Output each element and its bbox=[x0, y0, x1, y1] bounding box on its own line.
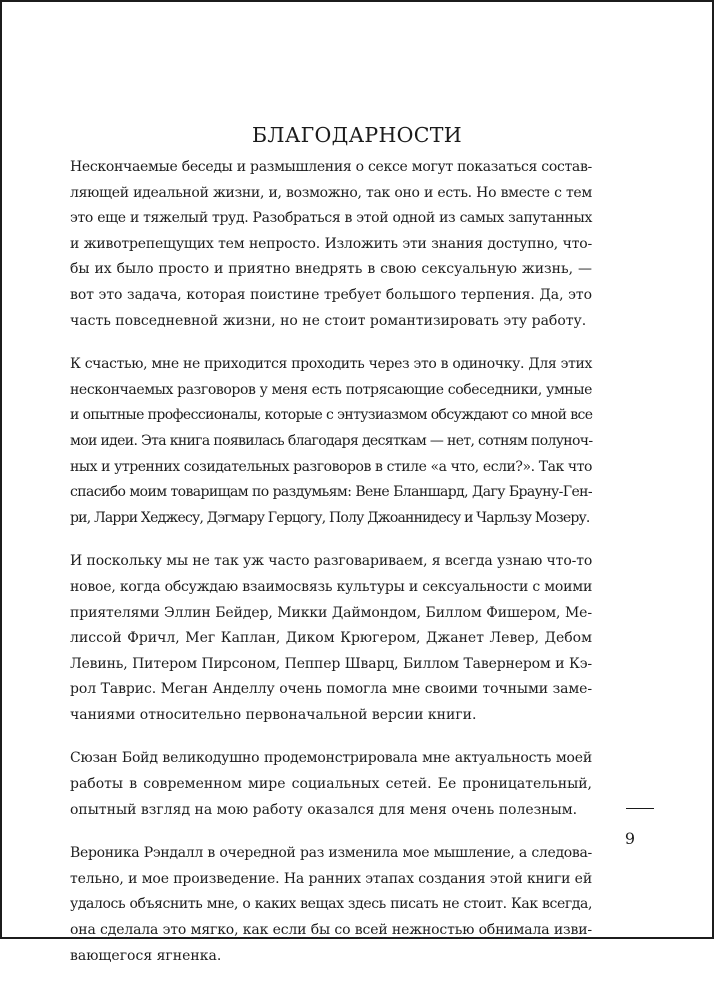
text-line: тельно, и мое произведение. На ранних этапах создания этой книги ей bbox=[70, 870, 592, 887]
text-line: спасибо моим товарищам по раздумьям: Вене Бланшард, Дагу Брауну-Ген- bbox=[70, 484, 592, 501]
text-line: работы в современном мире социальных сетей. Ее проницательный, bbox=[70, 776, 592, 793]
text-line: это еще и тяжелый труд. Разобраться в этой одной из самых запутанных bbox=[70, 210, 592, 227]
text-line: и животрепещущих тем непросто. Изложить эти знания доступно, что- bbox=[70, 235, 592, 252]
text-line: Нескончаемые беседы и размышления о сексе могут показаться состав- bbox=[70, 159, 592, 175]
text-line: она сделала это мягко, как если бы со всей нежностью обнимала изви- bbox=[70, 922, 592, 939]
paragraph-2 bbox=[70, 352, 592, 531]
chapter-heading: БЛАГОДАРНОСТИ bbox=[252, 123, 462, 147]
text-line: новое, когда обсуждаю взаимосвязь культуры и сексуальности с моими bbox=[70, 578, 593, 595]
paragraph-5 bbox=[70, 841, 592, 969]
folio-rule bbox=[626, 808, 654, 809]
text-line: мои идеи. Эта книга появилась благодаря десяткам — нет, сотням полуноч- bbox=[70, 432, 593, 449]
text-line: ри, Ларри Хеджесу, Дэгмару Герцогу, Полу Джоаннидесу и Чарльзу Мозеру. bbox=[70, 509, 590, 526]
text-line: ляющей идеальной жизни, и, возможно, так оно и есть. Но вместе с тем bbox=[70, 184, 592, 201]
text-line: рол Таврис. Меган Анделлу очень помогла мне своими точными заме- bbox=[70, 681, 592, 698]
text-line: К счастью, мне не приходится проходить через это в одиночку. Для этих bbox=[70, 356, 592, 373]
page-number: 9 bbox=[624, 829, 636, 848]
text-line: Вероника Рэндалл в очередной раз изменила мое мышление, а следова- bbox=[70, 845, 592, 862]
text-line: опытный взгляд на мою работу оказался для меня очень полезным. bbox=[70, 801, 578, 818]
text-line: Левинь, Питером Пирсоном, Пеппер Шварц, Биллом Тавернером и Кэ- bbox=[70, 655, 592, 672]
text-line: ных и утренних созидательных разговоров в стиле «а что, если?». Так что bbox=[70, 458, 592, 475]
paragraph-3 bbox=[70, 549, 592, 728]
text-line: вот это задача, которая поистине требует большого терпения. Да, это bbox=[70, 286, 592, 303]
text-line: бы их было просто и приятно внедрять в свою сексуальную жизнь, — bbox=[70, 261, 592, 278]
body-text bbox=[70, 155, 592, 987]
text-line: приятелями Эллин Бейдер, Микки Даймондом, Биллом Фишером, Ме- bbox=[70, 604, 592, 621]
paragraph-4 bbox=[70, 746, 592, 823]
text-line: Сюзан Бойд великодушно продемонстрировала мне актуальность моей bbox=[70, 750, 592, 767]
text-line: и опытные профессионалы, которые с энтузиазмом обсуждают со мной все bbox=[70, 407, 593, 424]
text-line: нескончаемых разговоров у меня есть потрясающие собеседники, умные bbox=[70, 381, 592, 398]
text-line: лиссой Фричл, Мег Каплан, Диком Крюгером, Джанет Левер, Дебом bbox=[70, 630, 592, 647]
text-line: вающегося ягненка. bbox=[70, 947, 222, 964]
text-line: удалось объяснить мне, о каких вещах здесь писать не стоит. Как всегда, bbox=[70, 896, 592, 913]
text-line: чаниями относительно первоначальной версии книги. bbox=[70, 706, 477, 723]
text-line: И поскольку мы не так уж часто разговариваем, я всегда узнаю что-то bbox=[70, 553, 593, 570]
paragraph-1 bbox=[70, 155, 592, 334]
text-line: часть повседневной жизни, но не стоит романтизировать эту работу. bbox=[70, 312, 587, 329]
